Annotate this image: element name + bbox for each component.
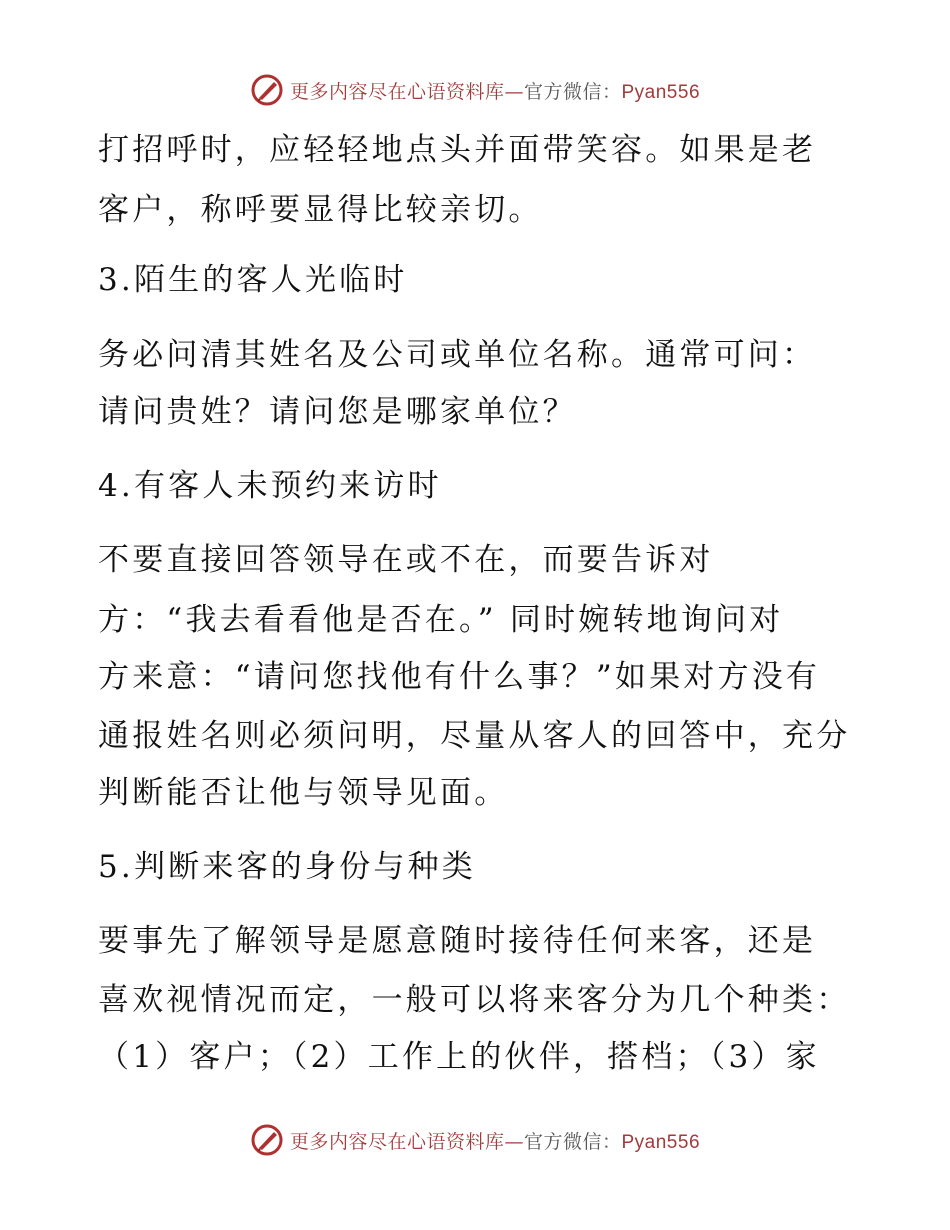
text-line: 打招呼时，应轻轻地点头并面带笑容。如果是老 bbox=[98, 132, 817, 168]
text-line: 请问贵姓？请问您是哪家单位？ bbox=[98, 394, 577, 430]
banner-text bbox=[290, 77, 700, 104]
section-heading: 3.陌生的客人光临时 bbox=[98, 262, 408, 298]
text-line: （1）客户；（2）工作上的伙伴，搭档；（3）家 bbox=[98, 1039, 820, 1075]
header-banner bbox=[0, 70, 950, 110]
banner-official-label: 官方微信： bbox=[523, 1130, 622, 1153]
text-line: 务必问清其姓名及公司或单位名称。通常可问： bbox=[98, 337, 817, 373]
text-line: 通报姓名则必须问明，尽量从客人的回答中，充分 bbox=[98, 718, 851, 754]
text-line: 要事先了解领导是愿意随时接待任何来客，还是 bbox=[98, 923, 817, 959]
banner-official-label: 官方微信： bbox=[523, 80, 622, 103]
banner-wechat-id: Pyan556 bbox=[621, 81, 701, 103]
text-line: 客户，称呼要显得比较亲切。 bbox=[98, 192, 543, 228]
banner-text bbox=[290, 1127, 700, 1154]
text-line: 方：“我去看看他是否在。” 同时婉转地询问对 bbox=[98, 602, 784, 638]
banner-site-text: 更多内容尽在心语资料库 bbox=[289, 1130, 505, 1153]
banner-separator: — bbox=[504, 1130, 524, 1153]
text-line: 判断能否让他与领导见面。 bbox=[98, 775, 509, 811]
section-heading: 5.判断来客的身份与种类 bbox=[98, 849, 476, 885]
pen-logo-icon bbox=[250, 73, 284, 107]
pen-logo-icon bbox=[250, 1123, 284, 1157]
footer-banner bbox=[0, 1120, 950, 1160]
text-line: 方来意：“请问您找他有什么事？”如果对方没有 bbox=[98, 659, 821, 695]
text-line: 喜欢视情况而定，一般可以将来客分为几个种类： bbox=[98, 982, 851, 1018]
text-line: 不要直接回答领导在或不在，而要告诉对 bbox=[98, 542, 714, 578]
banner-separator: — bbox=[504, 80, 524, 103]
banner-site-text: 更多内容尽在心语资料库 bbox=[289, 80, 505, 103]
banner-wechat-id: Pyan556 bbox=[621, 1131, 701, 1153]
section-heading: 4.有客人未预约来访时 bbox=[98, 468, 442, 504]
